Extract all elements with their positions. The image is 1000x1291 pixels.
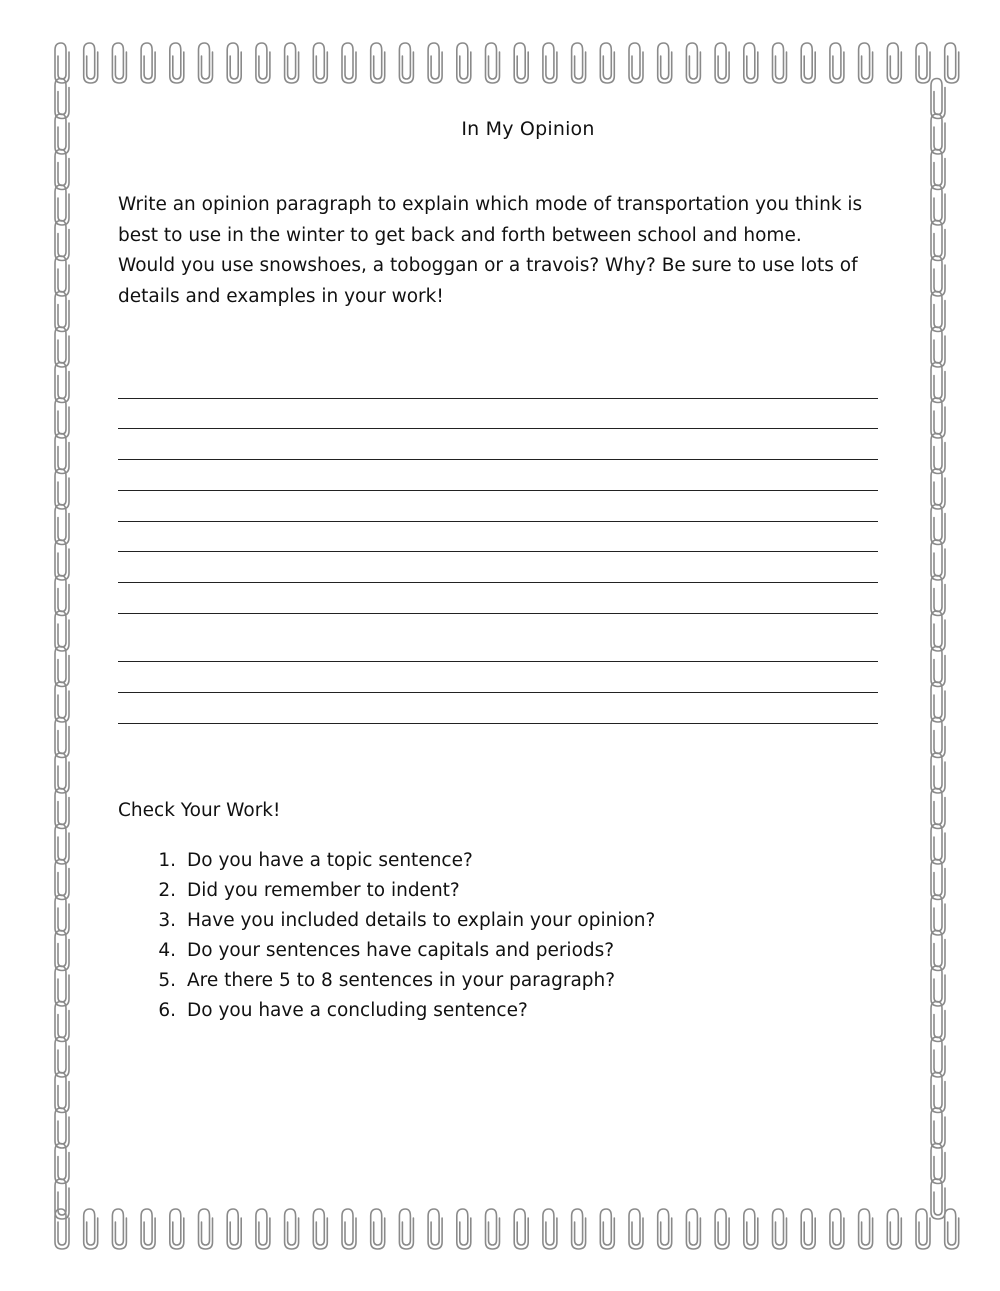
paperclip-icon — [801, 43, 815, 83]
writing-line[interactable] — [118, 582, 878, 583]
paperclip-icon — [931, 789, 945, 829]
paperclip-icon — [945, 1209, 959, 1249]
paperclip-icon — [55, 327, 69, 367]
paperclip-icon — [371, 1209, 385, 1249]
paperclip-icon — [55, 469, 69, 509]
paperclip-icon — [715, 1209, 729, 1249]
paperclip-icon — [457, 1209, 471, 1249]
paperclip-icon — [55, 292, 69, 332]
paperclip-icon — [916, 43, 930, 83]
paperclip-icon — [830, 43, 844, 83]
paperclip-icon — [428, 43, 442, 83]
paperclip-icon — [199, 43, 213, 83]
paperclip-icon — [55, 540, 69, 580]
checklist-text: Do you have a concluding sentence? — [187, 1000, 528, 1021]
paperclip-icon — [543, 43, 557, 83]
paperclip-icon — [55, 682, 69, 722]
paperclip-icon — [55, 398, 69, 438]
paperclip-icon — [859, 43, 873, 83]
paperclip-icon — [285, 1209, 299, 1249]
checklist-text: Are there 5 to 8 sentences in your paragraph? — [187, 970, 616, 991]
paperclip-icon — [371, 43, 385, 83]
checklist-number: 3. — [158, 910, 176, 931]
paperclip-icon — [931, 327, 945, 367]
paperclip-icon — [744, 1209, 758, 1249]
paperclip-icon — [55, 505, 69, 545]
paperclip-icon — [658, 43, 672, 83]
paperclip-icon — [572, 43, 586, 83]
paperclip-icon — [629, 43, 643, 83]
paperclip-icon — [55, 150, 69, 190]
paperclip-icon — [931, 79, 945, 119]
paperclip-icon — [931, 434, 945, 474]
paperclip-icon — [141, 43, 155, 83]
writing-line[interactable] — [118, 723, 878, 724]
paperclip-icon — [55, 789, 69, 829]
paperclip-icon — [55, 1073, 69, 1113]
checklist-number: 5. — [158, 970, 176, 991]
paperclip-icon — [945, 43, 959, 83]
writing-line[interactable] — [118, 551, 878, 552]
paperclip-icon — [931, 753, 945, 793]
paperclip-icon — [84, 1209, 98, 1249]
paperclip-icon — [486, 1209, 500, 1249]
paperclip-icon — [55, 363, 69, 403]
paperclip-icon — [285, 43, 299, 83]
paperclip-icon — [399, 43, 413, 83]
paperclip-icon — [514, 43, 528, 83]
paperclip-icon — [55, 256, 69, 296]
paperclip-icon — [84, 43, 98, 83]
paperclip-icon — [428, 1209, 442, 1249]
paperclip-icon — [931, 860, 945, 900]
paperclip-icon — [715, 43, 729, 83]
paperclip-icon — [931, 576, 945, 616]
paperclip-icon — [55, 824, 69, 864]
paperclip-icon — [830, 1209, 844, 1249]
paperclip-icon — [55, 1108, 69, 1148]
paperclip-icon — [55, 1037, 69, 1077]
paperclip-icon — [55, 1002, 69, 1042]
paperclip-icon — [399, 1209, 413, 1249]
paperclip-icon — [931, 185, 945, 225]
paperclip-icon — [686, 1209, 700, 1249]
checklist-text: Do you have a topic sentence? — [187, 850, 473, 871]
paperclip-icon — [931, 647, 945, 687]
paperclip-icon — [931, 1002, 945, 1042]
paperclip-icon — [227, 1209, 241, 1249]
paperclip-icon — [931, 1037, 945, 1077]
paperclip-icon — [931, 824, 945, 864]
writing-line[interactable] — [118, 692, 878, 693]
paperclip-icon — [931, 150, 945, 190]
paperclip-icon — [543, 1209, 557, 1249]
paperclip-icon — [55, 966, 69, 1006]
paperclip-icon — [931, 718, 945, 758]
paperclip-icon — [55, 185, 69, 225]
paperclip-icon — [801, 1209, 815, 1249]
writing-line[interactable] — [118, 428, 878, 429]
paperclip-icon — [342, 43, 356, 83]
paperclip-icon — [55, 895, 69, 935]
paperclip-icon — [931, 540, 945, 580]
paperclip-icon — [313, 1209, 327, 1249]
paperclip-icon — [486, 43, 500, 83]
writing-line[interactable] — [118, 521, 878, 522]
paperclip-icon — [170, 1209, 184, 1249]
writing-line[interactable] — [118, 459, 878, 460]
paperclip-icon — [112, 1209, 126, 1249]
paperclip-icon — [227, 43, 241, 83]
paperclip-icon — [931, 1073, 945, 1113]
checklist-item — [118, 996, 655, 1026]
worksheet-title: In My Opinion — [461, 118, 595, 140]
paperclip-icon — [600, 1209, 614, 1249]
paperclip-icon — [658, 1209, 672, 1249]
paperclip-icon — [916, 1209, 930, 1249]
check-your-work-heading: Check Your Work! — [118, 800, 281, 821]
paperclip-icon — [199, 1209, 213, 1249]
checklist-number: 4. — [158, 940, 176, 961]
paperclip-icon — [112, 43, 126, 83]
checklist-number: 6. — [158, 1000, 176, 1021]
paperclip-icon — [313, 43, 327, 83]
paperclip-icon — [931, 398, 945, 438]
paperclip-icon — [55, 931, 69, 971]
paperclip-icon — [55, 753, 69, 793]
paperclip-icon — [931, 1108, 945, 1148]
paperclip-icon — [931, 611, 945, 651]
paperclip-icon — [931, 505, 945, 545]
instructions-paragraph: Write an opinion paragraph to explain which mode of transportation you think is best to use in the winter to get back and forth between school and home. Would you use snowshoes, a toboggan or a travois? Why? Be sure to use lots of details and examples in your work! — [118, 194, 863, 307]
paperclip-icon — [55, 718, 69, 758]
checklist-text: Did you remember to indent? — [187, 880, 460, 901]
checklist — [118, 846, 655, 1026]
paperclip-icon — [55, 434, 69, 474]
paperclip-icon — [931, 1179, 945, 1219]
paperclip-icon — [887, 1209, 901, 1249]
writing-line[interactable] — [118, 398, 878, 399]
paperclip-icon — [744, 43, 758, 83]
paperclip-icon — [55, 647, 69, 687]
paperclip-icon — [55, 860, 69, 900]
paperclip-icon — [887, 43, 901, 83]
paperclip-icon — [931, 1144, 945, 1184]
paperclip-icon — [55, 221, 69, 261]
paperclip-icon — [629, 1209, 643, 1249]
paperclip-icon — [931, 469, 945, 509]
checklist-number: 1. — [158, 850, 176, 871]
paperclip-icon — [256, 43, 270, 83]
paperclip-icon — [572, 1209, 586, 1249]
paperclip-icon — [55, 611, 69, 651]
writing-lines — [118, 380, 878, 740]
paperclip-icon — [256, 1209, 270, 1249]
writing-line[interactable] — [118, 490, 878, 491]
paperclip-icon — [55, 1144, 69, 1184]
paperclip-icon — [931, 682, 945, 722]
paperclip-icon — [773, 43, 787, 83]
paperclip-icon — [342, 1209, 356, 1249]
writing-line[interactable] — [118, 661, 878, 662]
paperclip-icon — [931, 256, 945, 296]
paperclip-icon — [55, 79, 69, 119]
paperclip-icon — [514, 1209, 528, 1249]
checklist-text: Have you included details to explain your opinion? — [187, 910, 656, 931]
paperclip-icon — [600, 43, 614, 83]
paperclip-icon — [773, 1209, 787, 1249]
paperclip-icon — [931, 966, 945, 1006]
checklist-item — [118, 936, 655, 966]
checklist-item — [118, 876, 655, 906]
paperclip-icon — [170, 43, 184, 83]
paperclip-icon — [931, 292, 945, 332]
checklist-number: 2. — [158, 880, 176, 901]
paperclip-icon — [55, 576, 69, 616]
checklist-item — [118, 966, 655, 996]
paperclip-icon — [931, 363, 945, 403]
paperclip-icon — [859, 1209, 873, 1249]
checklist-item — [118, 906, 655, 936]
paperclip-icon — [686, 43, 700, 83]
checklist-text: Do your sentences have capitals and periods? — [187, 940, 615, 961]
paperclip-icon — [55, 43, 69, 83]
paperclip-icon — [141, 1209, 155, 1249]
paperclip-icon — [931, 895, 945, 935]
paperclip-icon — [55, 1179, 69, 1219]
writing-line[interactable] — [118, 613, 878, 614]
paperclip-icon — [931, 221, 945, 261]
checklist-item — [118, 846, 655, 876]
paperclip-icon — [457, 43, 471, 83]
paperclip-icon — [931, 931, 945, 971]
